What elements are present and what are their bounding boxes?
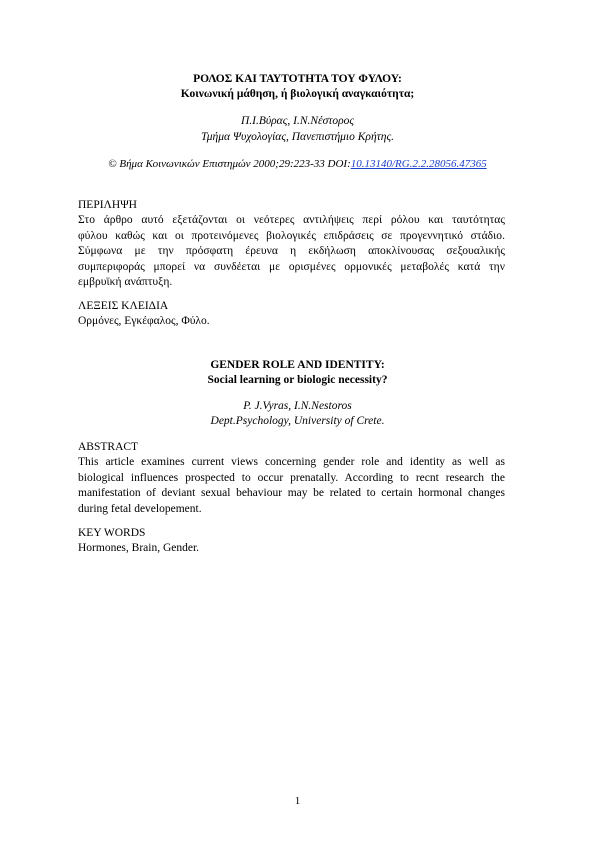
greek-abstract-heading: ΠΕΡΙΛΗΨΗ <box>78 199 137 211</box>
citation-prefix: © Βήμα Κοινωνικών Επιστημών 2000;29:223-33 DOI: <box>108 158 351 170</box>
greek-abstract-line: φύλου καθώς και οι προτεινόμενες βιολογικές επιδράσεις σε προγεννητικό στάδιο. <box>78 229 505 242</box>
english-abstract-line: during fetal developement. <box>78 502 202 515</box>
english-abstract-heading: ABSTRACT <box>78 441 139 453</box>
greek-title: ΡΟΛΟΣ ΚΑΙ ΤΑΥΤΟΤΗΤΑ ΤΟΥ ΦΥΛΟΥ: <box>193 73 402 85</box>
english-abstract-line: This article examines current views concerning gender role and identity as well as <box>78 456 505 468</box>
english-authors: P. J.Vyras, I.N.Nestoros <box>243 400 352 412</box>
greek-subtitle: Κοινωνική μάθηση, ή βιολογική αναγκαιότητα; <box>180 88 415 100</box>
greek-abstract-body <box>78 213 505 291</box>
page-number: 1 <box>294 795 301 807</box>
english-subtitle: Social learning or biologic necessity? <box>207 374 388 386</box>
doi-link[interactable]: 10.13140/RG.2.2.28056.47365 <box>350 158 487 170</box>
greek-abstract-line: Στο άρθρο αυτό εξετάζονται οι νεότερες αντιλήψεις περί ρόλου και ταυτότητας <box>78 214 505 226</box>
english-abstract-line: manifestation of deviant sexual behaviour may be related to certain hormonal changes <box>78 487 505 499</box>
greek-abstract-line: εμβρυϊκή ανάπτυξη. <box>78 276 173 288</box>
greek-authors: Π.Ι.Βύρας, Ι.Ν.Νέστορος <box>240 115 355 127</box>
english-keywords: Hormones, Brain, Gender. <box>78 542 200 554</box>
english-title: GENDER ROLE AND IDENTITY: <box>210 359 385 371</box>
english-keywords-heading: KEY WORDS <box>78 527 146 539</box>
english-abstract-body <box>78 455 505 517</box>
english-abstract-line: biological influences prospected to occur prenatally. According to recnt research the <box>78 471 505 484</box>
greek-keywords-heading: ΛΕΞΕΙΣ ΚΛΕΙΔΙΑ <box>78 300 169 312</box>
greek-abstract-line: Σύμφωνα με την πρόσφατη έρευνα η εκδήλωση αποκλίνουσας σεξουαλικής <box>78 245 505 257</box>
greek-affiliation: Τμήμα Ψυχολογίας, Πανεπιστήμιο Κρήτης. <box>200 131 395 143</box>
greek-keywords: Ορμόνες, Εγκέφαλος, Φύλο. <box>78 315 210 327</box>
citation-line <box>0 157 595 172</box>
greek-abstract-line: συμπεριφοράς μπορεί να συνδέεται με ορισμένες ορμονικές μεταβολές κατά την <box>78 260 505 273</box>
english-affiliation: Dept.Psychology, University of Crete. <box>210 415 385 427</box>
